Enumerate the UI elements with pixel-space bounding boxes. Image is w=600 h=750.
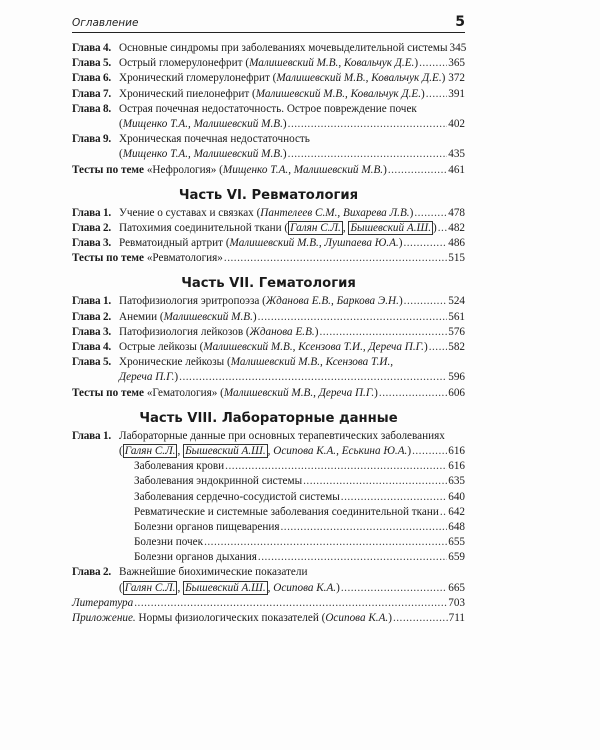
page-ref: 372 (448, 72, 465, 85)
leader-dots (388, 163, 447, 178)
page-ref: 635 (448, 475, 465, 488)
leader-dots (224, 251, 447, 266)
authors: Малишевский М.В., Дереча П.Г. (223, 386, 375, 399)
boxed-author: Галян С.Л. (124, 444, 176, 457)
leader-dots (341, 581, 447, 596)
toc-entry[interactable]: Глава 2. Анемии (Малишевский М.В.) ..... 561 (72, 310, 465, 325)
toc-subsection[interactable]: Болезни органов дыхания ..... 659 (72, 550, 465, 565)
page-ref: 482 (448, 221, 465, 234)
page-ref: 640 (448, 490, 465, 503)
leader-dots (288, 147, 448, 162)
toc-entry-continuation[interactable]: ( Галян С.Л. , Бышевский А.Ш. , Осипова К.А.) ..... 665 (72, 581, 465, 596)
leader-dots (319, 325, 447, 340)
leader-dots (446, 71, 447, 86)
authors: Жданова Е.В. (249, 325, 315, 338)
toc-entry-continuation[interactable]: (Мищенко Т.А., Малишевский М.В.) ..... 435 (72, 147, 465, 162)
toc-entry-continuation[interactable]: (Мищенко Т.А., Малишевский М.В.) ..... 402 (72, 117, 465, 132)
toc-entry-tests[interactable]: Тесты по теме «Нефрология» (Мищенко Т.А., Малишевский М.В.) ..... 461 (72, 163, 465, 178)
leader-dots (258, 310, 448, 325)
authors: Жданова Е.В., Баркова Э.Н. (265, 295, 399, 308)
toc-entry-literature[interactable]: Литература ..... 703 (72, 596, 465, 611)
toc-entry[interactable]: Глава 5. Острый гломерулонефрит (Малишевский М.В., Ковальчук Д.Е.) ..... 365 (72, 56, 465, 71)
authors: Мищенко Т.А., Малишевский М.В. (122, 117, 283, 130)
page-ref: 659 (448, 551, 465, 564)
toc-entry[interactable]: Глава 1. Учение о суставах и связках (Пантелеев С.М., Вихарева Л.В.) ..... 478 (72, 206, 465, 221)
toc-subsection[interactable]: Заболевания крови ..... 616 (72, 459, 465, 474)
authors: , Осипова К.А. (267, 581, 337, 594)
page-ref: 616 (448, 460, 465, 473)
toc-entry[interactable]: Глава 5. Хронические лейкозы (Малишевский М.В., Ксензова Т.И., (72, 356, 394, 369)
toc-entry[interactable]: Глава 3. Ревматоидный артрит (Малишевский М.В., Лушпаева Ю.А.) ..... 486 (72, 236, 465, 251)
leader-dots (412, 444, 447, 459)
page-ref: 582 (448, 341, 465, 353)
authors: Малишевский М.В., Ксензова Т.И., (230, 356, 394, 369)
authors: Осипова К.А. (325, 612, 389, 624)
authors: Малишевский М.В., Ковальчук Д.Е. (255, 87, 421, 100)
page-ref: 524 (448, 295, 465, 308)
toc-entry[interactable]: Глава 3. Патофизиология лейкозов (Жданова Е.В.) ..... 576 (72, 325, 465, 340)
toc-entry[interactable]: Глава 2. Важнейшие биохимические показатели (72, 566, 308, 579)
authors: Малишевский М.В., Ковальчук Д.Е. (276, 72, 442, 85)
leader-dots (393, 611, 448, 626)
page-ref: 655 (448, 536, 465, 549)
authors: Малишевский М.В. (163, 310, 253, 323)
page-ref: 616 (448, 444, 465, 457)
leader-dots (204, 535, 447, 550)
leader-dots (303, 474, 447, 489)
boxed-author: Галян С.Л. (124, 581, 176, 594)
toc-entry[interactable]: Глава 7. Хронический пиелонефрит (Малишевский М.В., Ковальчук Д.Е.) ..... 391 (72, 87, 465, 102)
authors: Малишевский М.В., Ковальчук Д.Е. (249, 57, 415, 70)
page-ref: 576 (448, 325, 465, 338)
page-ref: 606 (448, 386, 465, 399)
leader-dots (429, 340, 448, 355)
toc-subsection[interactable]: Ревматические и системные заболевания соединительной ткани ..... 642 (72, 505, 465, 520)
page-ref: 561 (448, 310, 465, 323)
authors: Малишевский М.В., Лушпаева Ю.А. (229, 237, 399, 250)
page-ref: 461 (448, 163, 465, 176)
toc-entry-tests[interactable]: Тесты по теме «Ревматология» ..... 515 (72, 251, 465, 266)
leader-dots (426, 87, 447, 102)
toc-subsection[interactable]: Заболевания эндокринной системы ..... 635 (72, 474, 465, 489)
page-ref: 345 (449, 42, 467, 54)
page-ref: 365 (448, 57, 465, 70)
leader-dots (258, 550, 447, 565)
leader-dots (179, 370, 447, 385)
authors: Мищенко Т.А., Малишевский М.В. (222, 163, 384, 176)
leader-dots (404, 294, 448, 309)
part-heading: Часть VIII. Лабораторные данные (139, 410, 398, 426)
table-of-contents (72, 41, 465, 626)
boxed-author: Бышевский А.Ш. (350, 221, 432, 234)
toc-entry-tests[interactable]: Тесты по теме «Гематология» (Малишевский М.В., Дереча П.Г.) ..... 606 (72, 386, 465, 401)
toc-entry-continuation[interactable]: ( Галян С.Л. , Бышевский А.Ш. , Осипова К.А., Еськина Ю.А.) ..... 616 (72, 444, 465, 459)
page-ref: 515 (448, 252, 465, 265)
authors: Пантелеев С.М., Вихарева Л.В. (260, 206, 410, 219)
authors: Мищенко Т.А., Малишевский М.В. (122, 148, 283, 161)
running-head-title: Оглавление (72, 17, 139, 29)
part-heading: Часть VI. Ревматология (178, 187, 359, 203)
toc-entry[interactable]: Глава 2. Патохимия соединительной ткани ( Галян С.Л. , Бышевский А.Ш. ) ..... 482 (72, 221, 465, 236)
toc-entry[interactable]: Глава 8. Острая почечная недостаточность. Острое повреждение почек (72, 102, 417, 115)
toc-entry[interactable]: Глава 1. Патофизиология эритропоэза (Жданова Е.В., Баркова Э.Н.) ..... 524 (72, 294, 465, 309)
leader-dots (134, 596, 447, 611)
toc-entry[interactable]: Глава 4. Острые лейкозы (Малишевский М.В., Ксензова Т.И., Дереча П.Г.) ..... 582 (72, 340, 465, 355)
leader-dots (225, 459, 447, 474)
boxed-author: Бышевский А.Ш. (185, 444, 266, 457)
authors: Малишевский М.В., Ксензова Т.И., Дереча П.Г. (203, 341, 424, 353)
toc-subsection[interactable]: Болезни почек ..... 655 (72, 535, 465, 550)
toc-entry[interactable]: Глава 9. Хроническая почечная недостаточность (72, 133, 310, 146)
leader-dots (288, 117, 448, 132)
leader-dots (440, 505, 447, 520)
toc-entry[interactable]: Глава 4. Основные синдромы при заболеваниях мочевыделительной системы 345 (72, 41, 465, 56)
toc-subsection[interactable]: Болезни органов пищеварения ..... 648 (72, 520, 465, 535)
leader-dots (280, 520, 447, 535)
running-head (72, 12, 465, 33)
toc-entry[interactable]: Глава 6. Хронический гломерулонефрит (Малишевский М.В., Ковальчук Д.Е.) ..... 372 (72, 71, 465, 86)
page-number: 5 (455, 14, 465, 30)
toc-subsection[interactable]: Заболевания сердечно-сосудистой системы ..... 640 (72, 490, 465, 505)
leader-dots (403, 236, 447, 251)
page-ref: 391 (448, 87, 465, 100)
authors: Дереча П.Г. (119, 371, 175, 384)
page-ref: 486 (448, 237, 465, 250)
toc-entry-appendix[interactable]: Приложение. Нормы физиологических показателей (Осипова К.А.) ..... 711 (72, 611, 465, 626)
leader-dots (438, 221, 447, 236)
boxed-author: Бышевский А.Ш. (185, 581, 266, 594)
page-ref: 435 (448, 148, 465, 161)
leader-dots (414, 206, 447, 221)
leader-dots (379, 386, 447, 401)
leader-dots (419, 56, 447, 71)
page-ref: 711 (448, 612, 465, 624)
page-ref: 478 (448, 206, 465, 219)
page-ref: 665 (448, 581, 465, 594)
toc-entry[interactable]: Глава 1. Лабораторные данные при основных терапевтических заболеваниях (72, 429, 445, 442)
part-heading: Часть VII. Гематология (181, 276, 356, 292)
leader-dots (341, 490, 447, 505)
page-ref: 596 (448, 371, 465, 384)
page-ref: 703 (448, 596, 465, 609)
boxed-author: Галян С.Л. (290, 221, 341, 234)
authors: , Осипова К.А., Еськина Ю.А. (267, 444, 408, 457)
page-ref: 402 (448, 117, 465, 130)
page-ref: 648 (448, 520, 465, 533)
page-ref: 642 (448, 505, 465, 518)
toc-entry-continuation[interactable]: Дереча П.Г.) ..... 596 (72, 370, 465, 385)
